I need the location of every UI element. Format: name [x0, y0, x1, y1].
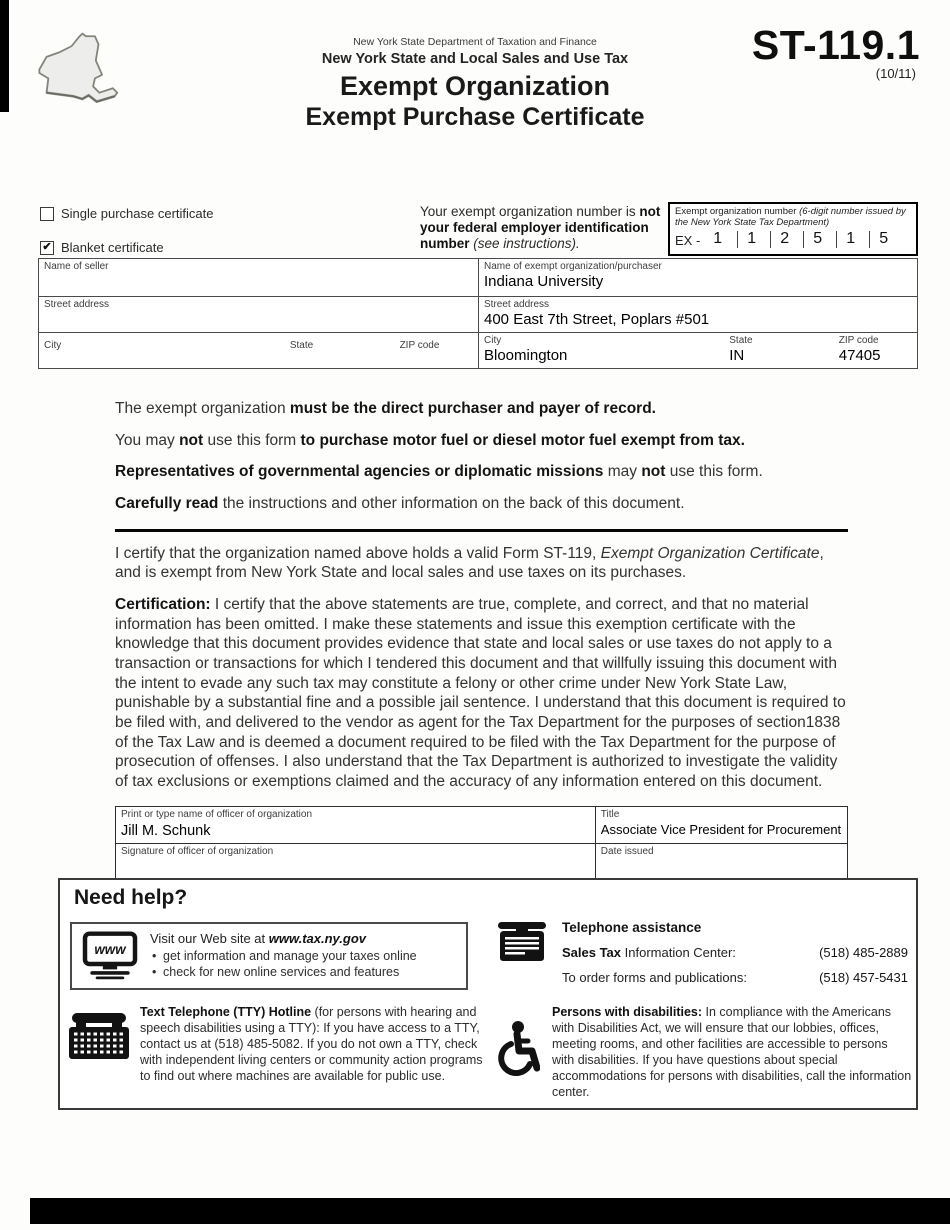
website-bullet-2: • check for new online services and features — [150, 965, 457, 979]
purchaser-name-field[interactable] — [478, 259, 917, 296]
need-help-title: Need help? — [74, 886, 188, 909]
exempt-digit-1[interactable]: 1 — [713, 230, 723, 248]
tty-device-icon — [68, 1012, 130, 1060]
blanket-certificate-label: Blanket certificate — [61, 240, 164, 255]
city-state-zip-row — [39, 332, 917, 368]
notice-government-agencies: Representatives of governmental agencies or diplomatic missions may not use this form. — [115, 463, 763, 481]
telephone-assistance-block — [496, 920, 908, 985]
seller-zip-label: ZIP code — [399, 340, 440, 351]
tax-type-subtitle: New York State and Local Sales and Use Tax — [321, 51, 629, 67]
certification-text: I certify that the above statements are true, complete, and correct, and that no material information has been omitted. I make these statements and issue this exemption certificate with the knowledge that this document provides evidence that state and local sales or use taxes do not apply to a transaction or transactions for which I tendered this document and that willfully issuing this document with the intent to evade any such tax may constitute a felony or other crime under New York State Law, punishable by a substantial fine and a possible jail sentence. I understand that this document is required to be filed with, and delivered to the vendor as agent for the Tax Department for the purposes of section1838 of the Tax Law and is deemed a document required to be filed with the Tax Department for the purpose of prosecution of offenses. I also understand that the Tax Department is authorized to investigate the validity of tax exclusions or exemptions claimed and the accuracy of any information entered on this document. — [115, 596, 846, 791]
telephone-assistance-title: Telephone assistance — [562, 920, 702, 935]
purchaser-street-value: 400 East 7th Street, Poplars #501 — [484, 311, 710, 328]
purchaser-zip-field[interactable] — [834, 333, 917, 368]
single-purchase-row — [40, 206, 213, 221]
seller-state-field[interactable] — [285, 333, 395, 368]
purchaser-name-value: Indiana University — [484, 273, 604, 290]
street-row — [39, 296, 917, 332]
section-divider — [115, 529, 848, 532]
purchaser-name-label: Name of exempt organization/purchaser — [484, 261, 662, 272]
telephone-icon — [496, 920, 548, 962]
exempt-number-digits — [675, 231, 911, 248]
website-bullets — [150, 949, 457, 979]
officer-title-field[interactable] — [595, 807, 847, 843]
officer-name-value: Jill M. Schunk — [121, 823, 211, 840]
website-text — [150, 931, 457, 979]
name-row — [39, 259, 917, 296]
exempt-digit-5[interactable]: 1 — [836, 231, 869, 248]
exempt-digit-3[interactable]: 2 — [770, 231, 803, 248]
form-body — [115, 399, 848, 885]
exempt-digit-2[interactable]: 1 — [737, 231, 770, 248]
exempt-number-label: Exempt organization number — [675, 206, 800, 217]
tty-hotline-text: Text Telephone (TTY) Hotline (for persons with hearing and speech disabilities using a TTY): If you have access to a TTY, contact us at (518) 485-5082. If you do not own a TTY, check with independent living centers or community action programs to find out where machines are available for public use. — [140, 1005, 483, 1083]
order-forms-phone-number: (518) 457-5431 — [819, 970, 908, 985]
purchaser-zip-label: ZIP code — [838, 335, 879, 346]
certification-label: Certification: — [115, 596, 211, 614]
note-bold-text: not your federal employer identification number — [420, 204, 661, 252]
officer-name-field[interactable] — [116, 807, 595, 843]
new-york-state-icon — [32, 30, 122, 116]
disabilities-text: Persons with disabilities: In compliance with the Americans with Disabilities Act, we will ensure that our lobbies, offices, meeting rooms, and other facilities are accessible to persons with disabilities. If you have questions about special accommodations for persons with disabilities, call the information center. — [552, 1005, 912, 1099]
wheelchair-accessibility-icon — [494, 1020, 540, 1076]
exempt-number-note — [420, 204, 674, 253]
website-intro: Visit our Web site at www.tax.ny.gov — [150, 931, 367, 946]
purchaser-city-value: Bloomington — [484, 347, 568, 364]
certify-statement: I certify that the organization named above holds a valid Form ST-119, Exempt Organization Certificate, and is exempt from New York State and local sales and use taxes on its purchases. — [115, 544, 824, 582]
form-title-line1: Exempt Organization — [339, 71, 611, 101]
purchaser-city-label: City — [484, 335, 502, 346]
notice-motor-fuel: You may not use this form to purchase motor fuel or diesel motor fuel exempt from tax. — [115, 431, 745, 449]
form-number-block — [752, 22, 920, 81]
notice-direct-purchaser: The exempt organization must be the direct purchaser and payer of record. — [115, 400, 656, 417]
purchaser-street-label: Street address — [484, 299, 550, 310]
website-bullet-1: • get information and manage your taxes online — [150, 949, 457, 963]
officer-title-value: Associate Vice President for Procurement — [600, 822, 842, 838]
exempt-digit-6[interactable]: 5 — [869, 231, 902, 248]
blanket-certificate-row — [40, 240, 213, 255]
tty-hotline-block — [68, 1004, 484, 1084]
sales-tax-label-rest: Information Center: — [621, 945, 736, 960]
disabilities-block — [494, 1004, 912, 1100]
single-purchase-checkbox[interactable] — [40, 207, 54, 221]
purchaser-street-field[interactable] — [478, 297, 917, 332]
website-url[interactable]: www.tax.ny.gov — [268, 931, 367, 946]
seller-street-label: Street address — [44, 299, 110, 310]
officer-title-label: Title — [600, 808, 620, 820]
note-text: Your exempt organization number is — [420, 204, 640, 219]
note-italic-text: (see instructions). — [469, 236, 580, 252]
website-box — [70, 922, 468, 990]
www-computer-icon — [81, 931, 139, 981]
date-issued-label: Date issued — [600, 845, 654, 857]
officer-name-title-row — [116, 807, 847, 843]
form-number: ST-119.1 — [751, 22, 920, 68]
order-forms-row — [562, 970, 908, 985]
seller-city-label: City — [44, 340, 62, 351]
certificate-type-group — [40, 206, 213, 255]
purchaser-city-field[interactable] — [479, 333, 724, 368]
exempt-digit-4[interactable]: 5 — [803, 231, 836, 248]
sales-tax-phone-number: (518) 485-2889 — [819, 945, 908, 960]
sales-tax-label-bold: Sales Tax — [562, 945, 622, 960]
certification-paragraph — [115, 595, 848, 792]
blanket-certificate-checkbox[interactable]: ✔ — [40, 241, 54, 255]
scan-artifact-bottom — [30, 1198, 950, 1224]
purchaser-state-field[interactable] — [724, 333, 834, 368]
purchaser-city-state-zip — [478, 333, 917, 368]
seller-city-field[interactable] — [39, 333, 285, 368]
officer-table — [115, 806, 848, 885]
purchaser-state-label: State — [729, 335, 753, 346]
single-purchase-label: Single purchase certificate — [61, 206, 214, 221]
signature-label: Signature of officer of organization — [121, 845, 274, 857]
form-title-line2: Exempt Purchase Certificate — [305, 103, 645, 131]
exempt-number-box-label — [675, 206, 911, 228]
need-help-section — [58, 878, 918, 1110]
seller-street-field[interactable] — [39, 297, 478, 332]
address-table — [38, 258, 918, 369]
exempt-number-label-note: (6-digit number issued by the New York State Tax Department) — [675, 206, 906, 229]
exempt-number-prefix: EX - — [675, 233, 701, 249]
order-forms-label: To order forms and publications: — [562, 970, 747, 985]
purchaser-state-value: IN — [729, 347, 745, 364]
exempt-number-box — [668, 202, 918, 256]
scan-artifact-left — [0, 0, 9, 112]
seller-state-label: State — [289, 340, 314, 351]
seller-city-state-zip — [39, 333, 478, 368]
telephone-text — [562, 920, 908, 985]
seller-zip-field[interactable] — [395, 333, 478, 368]
sales-tax-info-row — [562, 945, 908, 960]
seller-name-label: Name of seller — [44, 261, 109, 272]
form-revision: (10/11) — [875, 66, 916, 81]
officer-name-label: Print or type name of officer of organization — [121, 808, 313, 820]
department-name: New York State Department of Taxation and Finance — [353, 36, 597, 48]
notice-carefully-read: Carefully read the instructions and other information on the back of this document. — [115, 495, 685, 513]
seller-name-field[interactable] — [39, 259, 478, 296]
svg-text:www: www — [94, 942, 126, 958]
purchaser-zip-value: 47405 — [838, 347, 881, 364]
form-header — [195, 36, 755, 132]
